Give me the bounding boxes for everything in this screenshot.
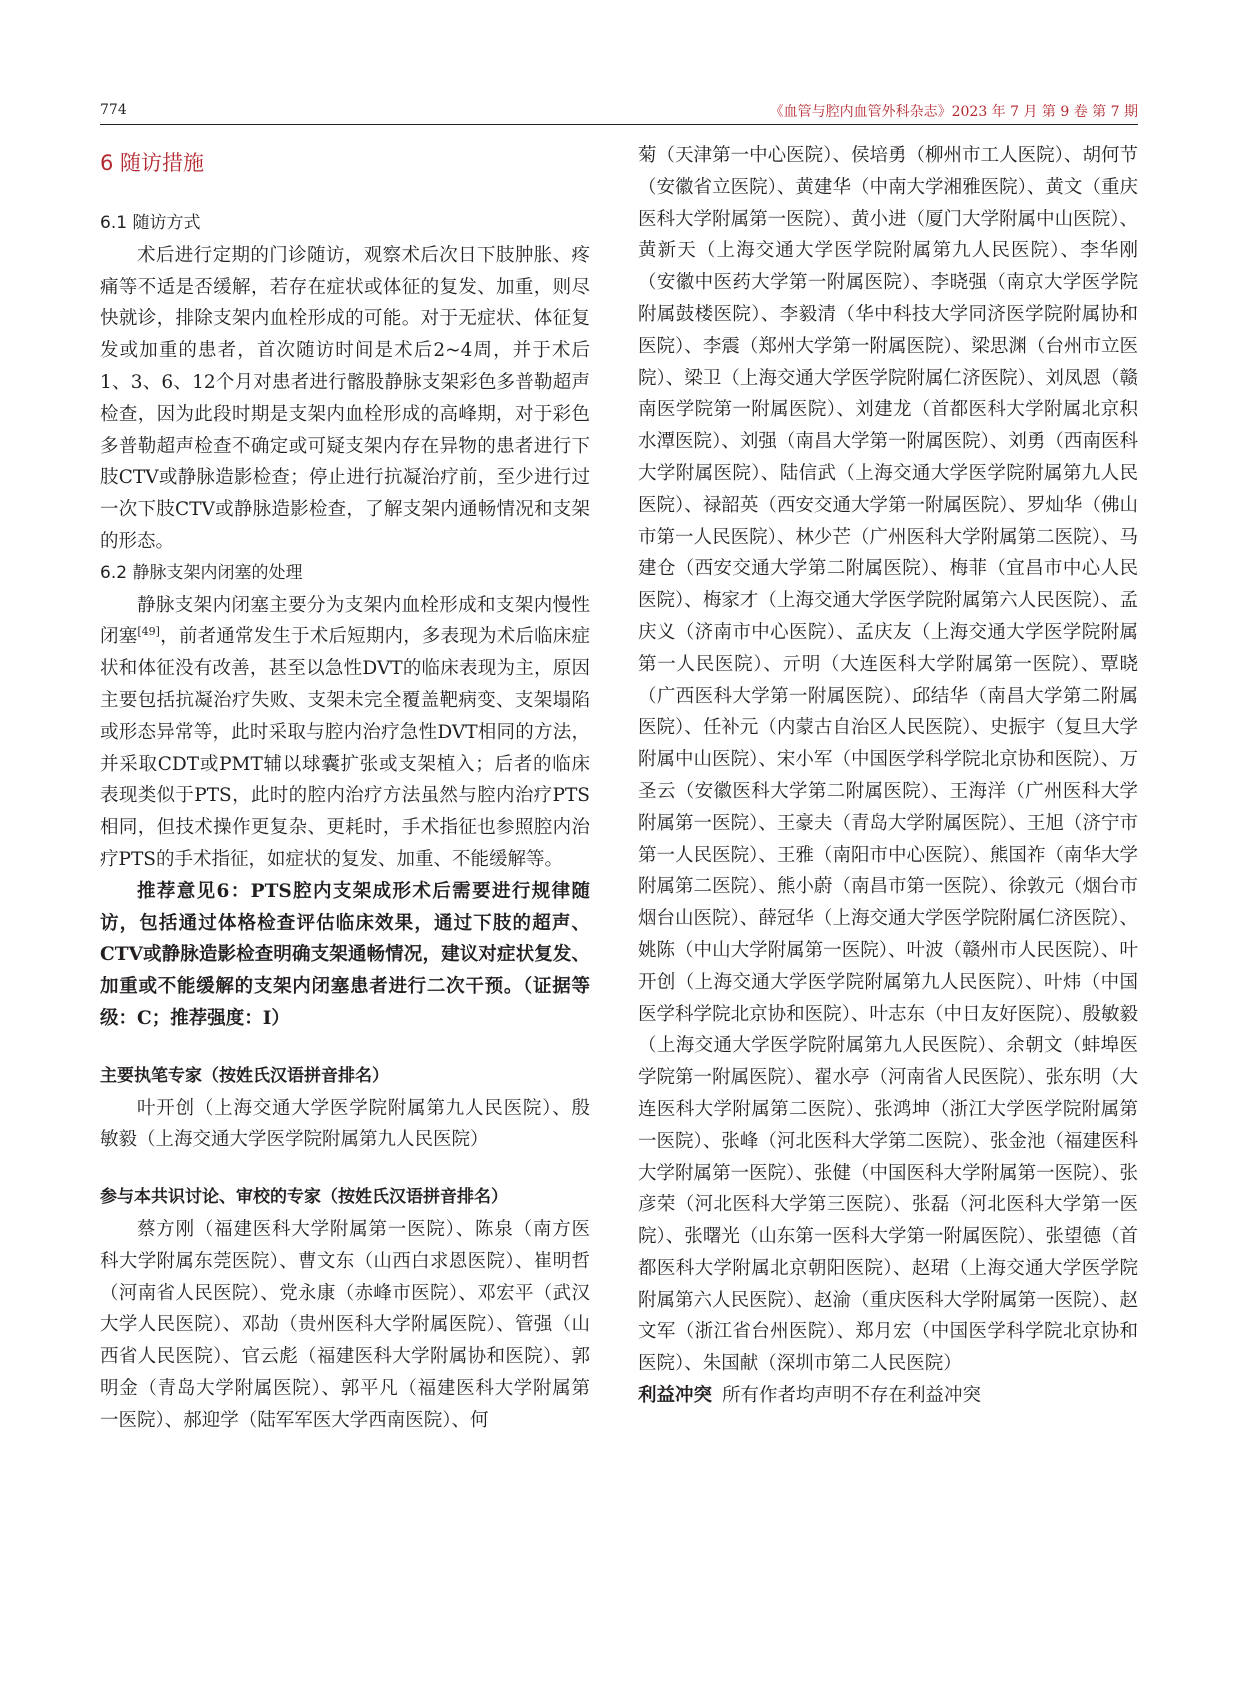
occlusion-paragraph bbox=[100, 590, 590, 876]
participants-text-right: 菊（天津第一中心医院）、侯培勇（柳州市工人医院）、胡何节（安徽省立医院）、黄建华（中南大学湘雅医院）、黄文（重庆医科大学附属第一医院）、黄小进（厦门大学附属中山医院）、黄新天（上海交通大学医学院附属第九人民医院）、李华刚（安徽中医药大学第一附属医院）、李晓强（南京大学医学院附属鼓楼医院）、李毅清（华中科技大学同济医学院附属协和医院）、李震（郑州大学第一附属医院）、梁思渊（台州市立医院）、梁卫（上海交通大学医学院附属仁济医院）、刘凤恩（赣南医学院第一附属医院）、刘建龙（首都医科大学附属北京积水潭医院）、刘强（南昌大学第一附属医院）、刘勇（西南医科大学附属医院）、陆信武（上海交通大学医学院附属第九人民医院）、禄韶英（西安交通大学第一附属医院）、罗灿华（佛山市第一人民医院）、林少芒（广州医科大学附属第二医院）、马建仓（西安交通大学第二附属医院）、梅菲（宜昌市中心人民医院）、梅家才（上海交通大学医学院附属第六人民医院）、孟庆义（济南市中心医院）、孟庆友（上海交通大学医学院附属第一人民医院）、亓明（大连医科大学附属第一医院）、覃晓（广西医科大学第一附属医院）、邱结华（南昌大学第二附属医院）、任补元（内蒙古自治区人民医院）、史振宇（复旦大学附属中山医院）、宋小军（中国医学科学院北京协和医院）、万圣云（安徽医科大学第二附属医院）、王海洋（广州医科大学附属第一医院）、王豪夫（青岛大学附属医院）、王旭（济宁市第一人民医院）、王雅（南阳市中心医院）、熊国祚（南华大学附属第二医院）、熊小蔚（南昌市第一医院）、徐敦元（烟台市烟台山医院）、薛冠华（上海交通大学医学院附属仁济医院）、姚陈（中山大学附属第一医院）、叶波（赣州市人民医院）、叶开创（上海交通大学医学院附属第九人民医院）、叶炜（中国医学科学院北京协和医院）、叶志东（中日友好医院）、殷敏毅（上海交通大学医学院附属第九人民医院）、余朝文（蚌埠医学院第一附属医院）、翟水亭（河南省人民医院）、张东明（大连医科大学附属第二医院）、张鸿坤（浙江大学医学院附属第一医院）、张峰（河北医科大学第二医院）、张金池（福建医科大学附属第一医院）、张健（中国医科大学附属第一医院）、张彦荣（河北医科大学第三医院）、张磊（河北医科大学第一医院）、张曙光（山东第一医科大学第一附属医院）、张望德（首都医科大学附属北京朝阳医院）、赵珺（上海交通大学医学院附属第六人民医院）、赵渝（重庆医科大学附属第一医院）、赵文军（浙江省台州医院）、郑月宏（中国医学科学院北京协和医院）、朱国献（深圳市第二人民医院） bbox=[638, 145, 1138, 1375]
conflict-of-interest bbox=[638, 1380, 1138, 1412]
participants-title: 参与本共识讨论、审校的专家（按姓氏汉语拼音排名） bbox=[100, 1187, 508, 1208]
coi-text: 所有作者均声明不存在利益冲突 bbox=[722, 1385, 982, 1407]
main-authors-text: 叶开创（上海交通大学医学院附属第九人民医院）、殷敏毅（上海交通大学医学院附属第九人民医院） bbox=[100, 1097, 590, 1151]
coi-label: 利益冲突 bbox=[638, 1385, 713, 1407]
participants-text-left: 蔡方刚（福建医科大学附属第一医院）、陈泉（南方医科大学附属东莞医院）、曹文东（山西白求恩医院）、崔明哲（河南省人民医院）、党永康（赤峰市医院）、邓宏平（武汉大学人民医院）、邓劼（贵州医科大学附属医院）、管强（山西省人民医院）、官云彪（福建医科大学附属协和医院）、郭明金（青岛大学附属医院）、郭平凡（福建医科大学附属第一医院）、郝迎学（陆军军医大学西南医院）、何 bbox=[100, 1218, 590, 1431]
page-number: 774 bbox=[100, 102, 127, 118]
header-rule bbox=[100, 124, 1138, 125]
subsection-title-occlusion: 6.2 静脉支架内闭塞的处理 bbox=[100, 562, 303, 583]
main-authors-title: 主要执笔专家（按姓氏汉语拼音排名） bbox=[100, 1065, 389, 1086]
recommendation-6: 推荐意见6：PTS腔内支架成形术后需要进行规律随访，包括通过体格检查评估临床效果，通过下肢的超声、CTV或静脉造影检查明确支架通畅情况，建议对症状复发、加重或不能缓解的支架内闭塞患者进行二次干预。（证据等级：C；推荐强度：Ⅰ） bbox=[100, 880, 590, 1029]
subsection-title-followup: 6.1 随访方式 bbox=[100, 213, 201, 233]
left-column bbox=[100, 140, 590, 1436]
right-column bbox=[638, 140, 1138, 1412]
section-title: 6 随访措施 bbox=[100, 151, 205, 175]
occlusion-text-a: 静脉支架内闭塞主要分为支架内血栓形成和支架内慢性闭塞 bbox=[100, 594, 590, 648]
occlusion-text-b: ，前者通常发生于术后短期内，多表现为术后临床症状和体征没有改善，甚至以急性DVT的临床表现为主，原因主要包括抗凝治疗失败、支架未完全覆盖靶病变、支架塌陷或形态异常等，此时采取与腔内治疗急性DVT相同的方法，并采取CDT或PMT辅以球囊扩张或支架植入；后者的临床表现类似于PTS，此时的腔内治疗方法虽然与腔内治疗PTS相同，但技术操作更复杂、更耗时，手术指征也参照腔内治疗PTS的手术指征，如症状的复发、加重、不能缓解等。 bbox=[100, 626, 590, 870]
reference-49: [49] bbox=[137, 625, 160, 639]
journal-header: 《血管与腔内血管外科杂志》2023 年 7 月 第 9 卷 第 7 期 bbox=[769, 104, 1138, 120]
followup-paragraph: 术后进行定期的门诊随访，观察术后次日下肢肿胀、疼痛等不适是否缓解，若存在症状或体征的复发、加重，则尽快就诊，排除支架内血栓形成的可能。对于无症状、体征复发或加重的患者，首次随访时间是术后2~4周，并于术后1、3、6、12个月对患者进行髂股静脉支架彩色多普勒超声检查，因为此段时期是支架内血栓形成的高峰期，对于彩色多普勒超声检查不确定或可疑支架内存在异物的患者进行下肢CTV或静脉造影检查；停止进行抗凝治疗前，至少进行过一次下肢CTV或静脉造影检查，了解支架内通畅情况和支架的形态。 bbox=[100, 244, 590, 552]
